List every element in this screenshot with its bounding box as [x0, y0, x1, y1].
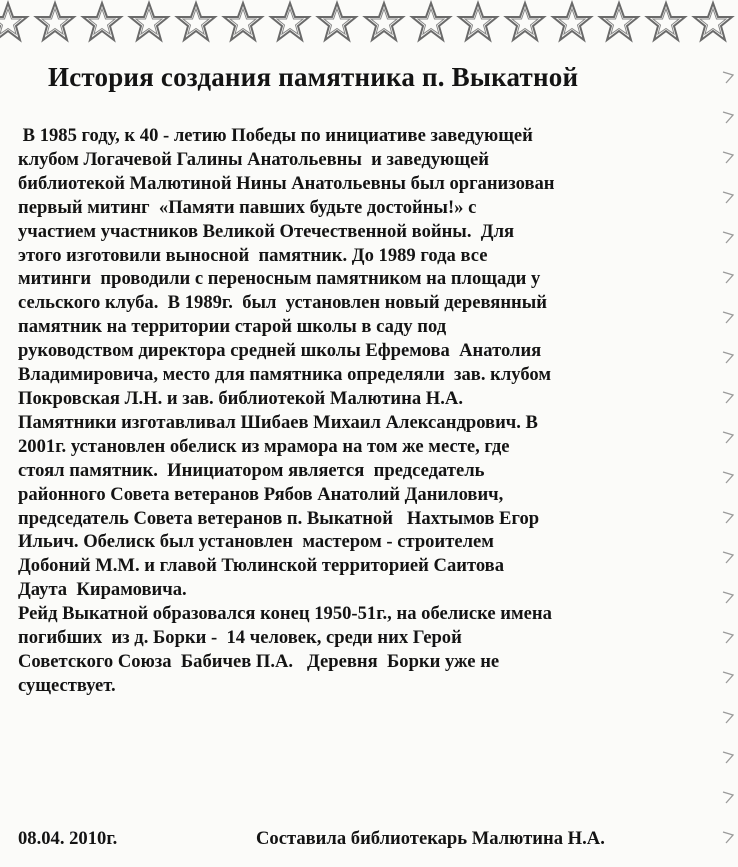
star-outline-icon	[597, 0, 641, 44]
star-outline-icon	[80, 0, 124, 44]
star-outline-icon	[221, 0, 265, 44]
edge-tick-icon	[722, 710, 734, 724]
text-line: Владимировича, место для памятника определяли зав. клубом	[18, 364, 551, 386]
star-border	[0, 0, 738, 46]
text-line: районного Совета ветеранов Рябов Анатолий Данилович,	[18, 483, 504, 505]
edge-tick-icon	[722, 830, 734, 844]
text-line: стоял памятник. Инициатором является председатель	[18, 459, 485, 481]
star-outline-icon	[691, 0, 735, 44]
edge-tick-icon	[722, 790, 734, 804]
text-line: 2001г. установлен обелиск из мрамора на том же месте, где	[18, 435, 510, 457]
edge-tick-icon	[722, 110, 734, 124]
document-author: Составила библиотекарь Малютина Н.А.	[256, 828, 605, 849]
text-line: Покровская Л.Н. и зав. библиотекой Малютина Н.А.	[18, 387, 463, 409]
text-line: библиотекой Малютиной Нины Анатольевны был организован	[18, 172, 555, 194]
text-line: председатель Совета ветеранов п. Выкатной Нахтымов Егор	[18, 507, 540, 529]
text-line: руководством директора средней школы Ефремова Анатолия	[18, 340, 542, 362]
document-body	[18, 124, 730, 698]
text-line: участием участников Великой Отечественной войны. Для	[18, 220, 515, 242]
text-line: В 1985 году, к 40 - летию Победы по инициативе заведующей	[18, 125, 533, 146]
text-line: клубом Логачевой Галины Анатольевны и заведующей	[18, 148, 489, 170]
text-line: погибших из д. Борки - 14 человек, среди них Герой	[18, 627, 462, 649]
text-line: первый митинг «Памяти павших будьте достойны!» с	[18, 196, 477, 218]
star-outline-icon	[550, 0, 594, 44]
star-outline-icon	[127, 0, 171, 44]
text-line: памятник на территории старой школы в саду под	[18, 316, 447, 338]
text-line: Даута Кирамовича.	[18, 579, 187, 601]
text-line: Памятники изготавливал Шибаев Михаил Александрович. В	[18, 411, 538, 433]
document-date: 08.04. 2010г.	[18, 828, 118, 849]
star-outline-icon	[503, 0, 547, 44]
star-outline-icon	[315, 0, 359, 44]
text-line: Добоний М.М. и главой Тюлинской территорией Саитова	[18, 555, 505, 577]
text-line: существует.	[18, 674, 116, 696]
text-line: Советского Союза Бабичев П.А. Деревня Борки уже не	[18, 650, 500, 672]
star-outline-icon	[644, 0, 688, 44]
text-line: этого изготовили выносной памятник. До 1989 года все	[18, 244, 488, 266]
star-outline-icon	[268, 0, 312, 44]
star-outline-icon	[456, 0, 500, 44]
text-line: Рейд Выкатной образовался конец 1950-51г., на обелиске имена	[18, 603, 552, 625]
star-outline-icon	[0, 0, 30, 44]
text-line: Ильич. Обелиск был установлен мастером - строителем	[18, 531, 494, 553]
star-outline-icon	[33, 0, 77, 44]
edge-tick-icon	[722, 750, 734, 764]
star-outline-icon	[174, 0, 218, 44]
edge-tick-icon	[722, 70, 734, 84]
text-line: митинги проводили с переносным памятником на площади у	[18, 268, 541, 290]
star-outline-icon	[362, 0, 406, 44]
star-outline-icon	[409, 0, 453, 44]
text-line: сельского клуба. В 1989г. был установлен новый деревянный	[18, 292, 548, 314]
document-title: История создания памятника п. Выкатной	[48, 62, 579, 92]
